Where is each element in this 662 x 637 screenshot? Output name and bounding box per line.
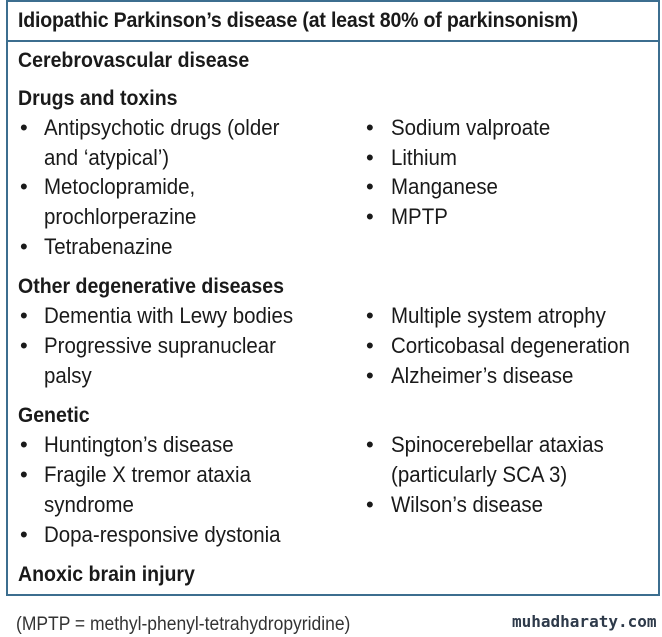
heading-anoxic: Anoxic brain injury bbox=[18, 563, 195, 586]
bullet-icon: • bbox=[366, 303, 374, 328]
watermark: muhadharaty.com bbox=[512, 612, 657, 631]
bullet-icon: • bbox=[366, 432, 374, 457]
list-item-continued: palsy bbox=[44, 363, 92, 388]
table-frame bbox=[6, 0, 660, 596]
list-item: Corticobasal degeneration bbox=[391, 333, 630, 358]
bullet-icon: • bbox=[366, 492, 374, 517]
list-item-continued: syndrome bbox=[44, 492, 134, 517]
list-item: Fragile X tremor ataxia bbox=[44, 462, 251, 487]
table-title: Idiopathic Parkinson’s disease (at least 80% of parkinsonism) bbox=[18, 9, 578, 32]
bullet-icon: • bbox=[366, 363, 374, 388]
list-item-continued: prochlorperazine bbox=[44, 204, 197, 229]
list-item: Dementia with Lewy bodies bbox=[44, 303, 294, 328]
heading-cerebrovascular: Cerebrovascular disease bbox=[18, 49, 250, 72]
footnote: (MPTP = methyl-phenyl-tetrahydropyridine) bbox=[16, 614, 351, 635]
bullet-icon: • bbox=[20, 174, 28, 199]
bullet-icon: • bbox=[20, 462, 28, 487]
bullet-icon: • bbox=[366, 204, 374, 229]
list-item: Huntington’s disease bbox=[44, 432, 234, 457]
bullet-icon: • bbox=[20, 115, 28, 140]
list-item: Metoclopramide, bbox=[44, 174, 196, 199]
list-item: MPTP bbox=[391, 204, 448, 229]
bullet-icon: • bbox=[20, 432, 28, 457]
bullet-icon: • bbox=[366, 145, 374, 170]
list-item-continued: and ‘atypical’) bbox=[44, 145, 170, 170]
list-item-continued: (particularly SCA 3) bbox=[391, 462, 568, 487]
list-item: Lithium bbox=[391, 145, 457, 170]
list-item: Manganese bbox=[391, 174, 498, 199]
list-item: Progressive supranuclear bbox=[44, 333, 277, 358]
list-item: Antipsychotic drugs (older bbox=[44, 115, 280, 140]
heading-degenerative: Other degenerative diseases bbox=[18, 275, 284, 298]
list-item: Tetrabenazine bbox=[44, 234, 173, 259]
list-item: Spinocerebellar ataxias bbox=[391, 432, 604, 457]
bullet-icon: • bbox=[20, 234, 28, 259]
list-item: Alzheimer’s disease bbox=[391, 363, 574, 388]
bullet-icon: • bbox=[366, 174, 374, 199]
list-item: Wilson’s disease bbox=[391, 492, 544, 517]
bullet-icon: • bbox=[20, 303, 28, 328]
bullet-icon: • bbox=[20, 522, 28, 547]
bullet-icon: • bbox=[366, 115, 374, 140]
heading-drugs: Drugs and toxins bbox=[18, 87, 178, 110]
bullet-icon: • bbox=[366, 333, 374, 358]
bullet-icon: • bbox=[20, 333, 28, 358]
list-item: Sodium valproate bbox=[391, 115, 551, 140]
list-item: Dopa-responsive dystonia bbox=[44, 522, 281, 547]
list-item: Multiple system atrophy bbox=[391, 303, 606, 328]
table-header bbox=[8, 2, 658, 42]
heading-genetic: Genetic bbox=[18, 404, 90, 427]
